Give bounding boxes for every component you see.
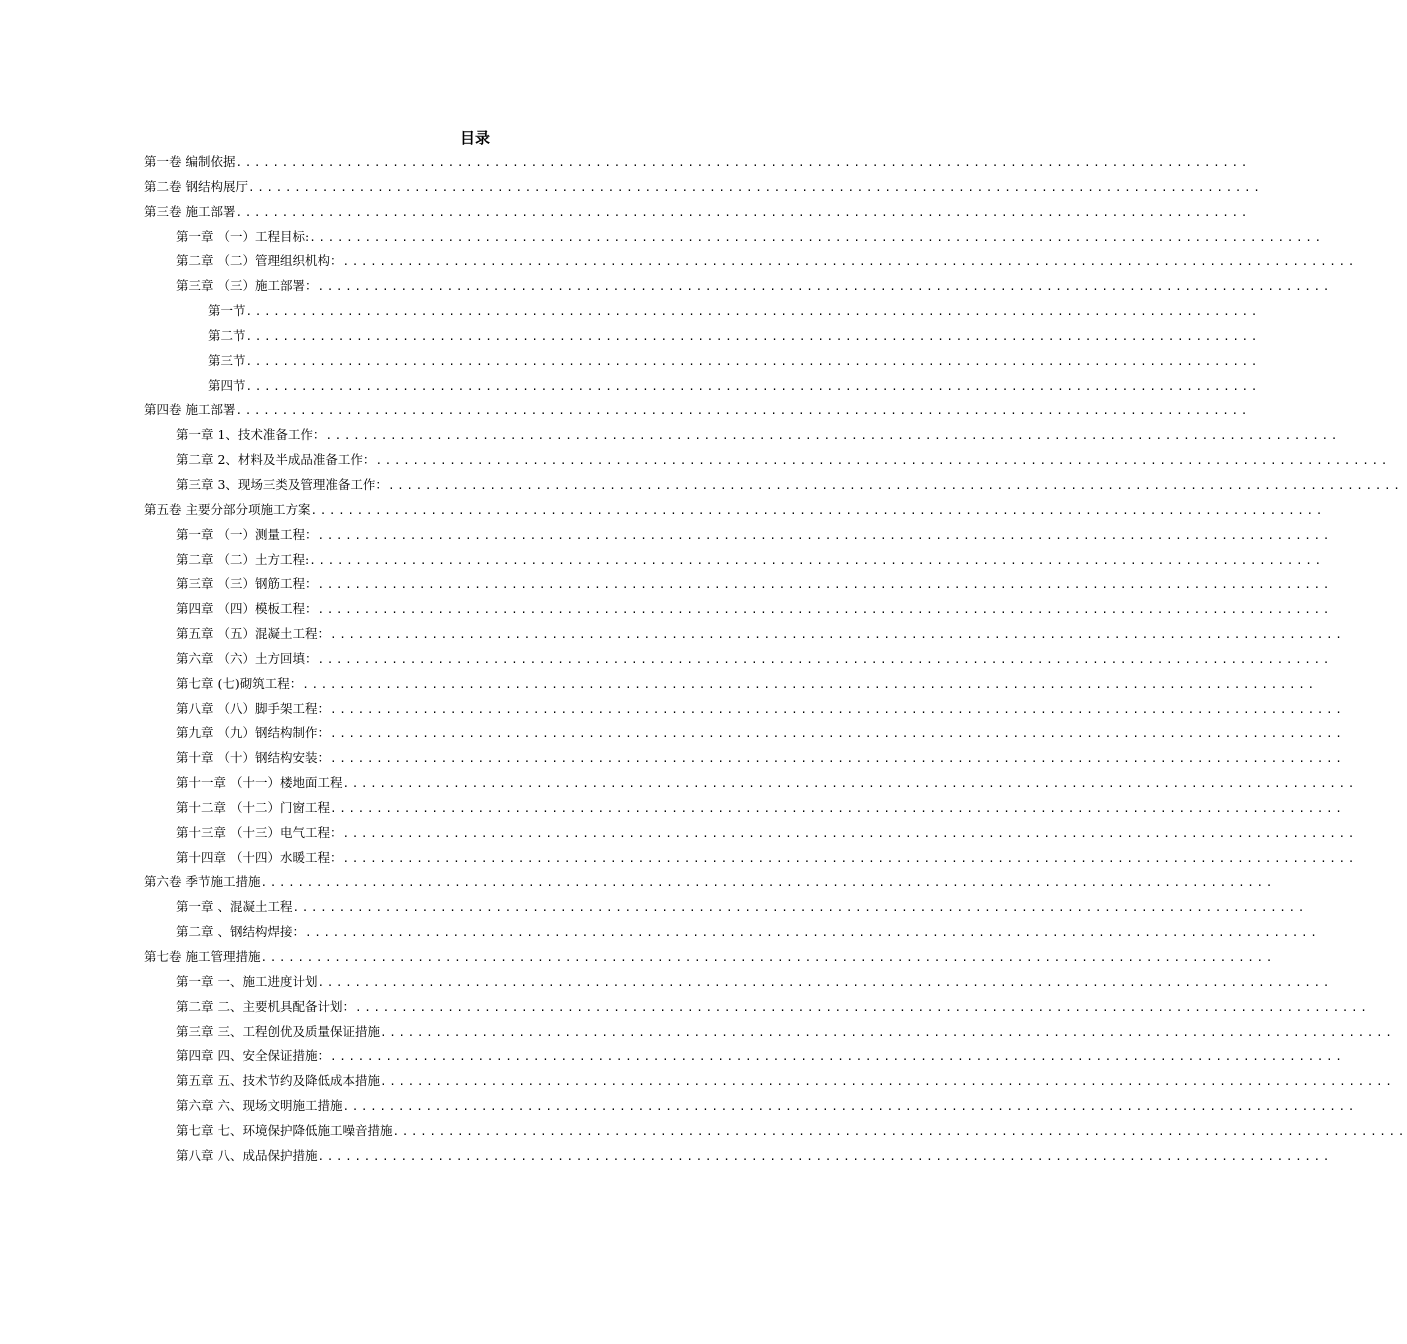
toc-entry[interactable]	[144, 846, 1357, 871]
toc-entry-label: 第一节	[208, 303, 246, 319]
toc-entry[interactable]	[144, 374, 1260, 399]
toc-dot-leader: ..............................................................................................................	[302, 677, 1317, 691]
toc-entry-label: 第一章 、混凝土工程	[176, 899, 293, 915]
toc-entry[interactable]	[144, 721, 1345, 746]
toc-dot-leader: ..............................................................................................................	[342, 1100, 1357, 1114]
toc-dot-leader: ..............................................................................................................	[317, 603, 1332, 617]
toc-entry-label: 第一卷 编制依据	[144, 154, 236, 169]
toc-entry[interactable]	[144, 1119, 1407, 1144]
toc-entry[interactable]	[144, 448, 1390, 473]
toc-dot-leader: ..............................................................................................................	[329, 1050, 1345, 1064]
toc-dot-leader: ..............................................................................................................	[342, 777, 1357, 791]
toc-entry[interactable]	[144, 324, 1260, 349]
toc-entry[interactable]	[144, 249, 1357, 274]
toc-dot-leader: ..............................................................................................................	[317, 578, 1332, 592]
toc-entry[interactable]	[144, 920, 1320, 945]
toc-entry-label: 第十四章 （十四）水暖工程：	[176, 849, 343, 865]
toc-dot-leader: ..............................................................................................................	[375, 454, 1390, 468]
toc-entry-label: 第七章 (七)砌筑工程：	[176, 675, 303, 691]
toc-entry-label: 第二卷 钢结构展厅	[144, 178, 248, 194]
toc-entry-label: 第六卷 季节施工措施	[144, 874, 261, 890]
toc-dot-leader: ..............................................................................................................	[317, 280, 1332, 294]
toc-entry-label: 第七卷 施工管理措施	[144, 949, 261, 964]
toc-entry[interactable]	[144, 1144, 1332, 1169]
toc-dot-leader: ..............................................................................................................	[387, 478, 1403, 492]
toc-entry-label: 第三卷 施工部署	[144, 203, 236, 219]
toc-dot-leader: ..............................................................................................................	[245, 305, 1260, 319]
toc-dot-leader: ..............................................................................................................	[329, 628, 1345, 642]
toc-dot-leader: ..............................................................................................................	[245, 329, 1260, 343]
toc-entry[interactable]	[144, 995, 1370, 1020]
toc-dot-leader: ..............................................................................................................	[292, 901, 1307, 915]
toc-entry[interactable]	[144, 622, 1345, 647]
toc-entry[interactable]	[144, 597, 1332, 622]
toc-entry[interactable]	[144, 1044, 1345, 1069]
toc-entry-label: 第四节	[208, 377, 246, 393]
toc-entry[interactable]	[144, 274, 1332, 299]
toc-entry-label: 第一章 一、施工进度计划	[176, 973, 318, 989]
toc-entry-label: 第十二章 （十二）门窗工程	[176, 799, 330, 815]
toc-dot-leader: ..............................................................................................................	[342, 255, 1357, 269]
toc-entry[interactable]	[144, 870, 1275, 895]
toc-dot-leader: ..............................................................................................................	[317, 975, 1332, 989]
toc-dot-leader: ..............................................................................................................	[354, 1000, 1370, 1014]
toc-dot-leader: ..............................................................................................................	[245, 379, 1260, 393]
toc-dot-leader: ..............................................................................................................	[245, 354, 1260, 368]
toc-entry[interactable]	[144, 672, 1317, 697]
toc-dot-leader: ..............................................................................................................	[317, 528, 1332, 542]
toc-entry[interactable]	[144, 1020, 1395, 1045]
toc-entry-label: 第四章 （四）模板工程：	[176, 601, 318, 617]
toc-dot-leader: ..............................................................................................................	[235, 156, 1250, 169]
toc-entry[interactable]	[144, 299, 1260, 324]
toc-dot-leader: ..............................................................................................................	[260, 876, 1275, 890]
toc-entry-label: 第四章 四、安全保证措施：	[176, 1048, 330, 1064]
toc-entry[interactable]	[144, 1094, 1357, 1119]
toc-entry-label: 第四卷 施工部署	[144, 402, 236, 418]
toc-entry[interactable]	[144, 945, 1275, 970]
toc-entry-label: 第五章 （五）混凝土工程：	[176, 626, 330, 642]
toc-entry-label: 第八章 八、成品保护措施	[176, 1147, 318, 1163]
toc-dot-leader: ..............................................................................................................	[247, 180, 1263, 194]
toc-entry-label: 第十一章 （十一）楼地面工程	[176, 775, 343, 791]
toc-entry-label: 第一章 （一）工程目标:	[176, 228, 310, 244]
toc-entry[interactable]	[144, 697, 1345, 722]
toc-entry-label: 第五卷 主要分部分项施工方案	[144, 501, 311, 517]
toc-dot-leader: ..............................................................................................................	[309, 230, 1324, 244]
toc-entry-label: 第二章 （二）土方工程:	[176, 551, 310, 567]
toc-dot-leader: ..............................................................................................................	[329, 752, 1345, 766]
toc-dot-leader: ..............................................................................................................	[310, 503, 1325, 517]
toc-entry-label: 第三章 （三）钢筋工程：	[176, 576, 318, 592]
toc-entry[interactable]	[144, 398, 1250, 423]
toc-entry[interactable]	[144, 523, 1332, 548]
toc-entry[interactable]	[144, 895, 1307, 920]
toc-dot-leader: ..............................................................................................................	[304, 926, 1320, 940]
toc-entry[interactable]	[144, 150, 1250, 175]
toc-dot-leader: ..............................................................................................................	[379, 1075, 1395, 1089]
toc-entry[interactable]	[144, 821, 1357, 846]
toc-dot-leader: ..............................................................................................................	[317, 652, 1332, 666]
toc-entry-label: 第三章 3、现场三类及管理准备工作：	[176, 476, 388, 492]
toc-dot-leader: ..............................................................................................................	[342, 851, 1357, 865]
toc-dot-leader: ..............................................................................................................	[317, 1149, 1332, 1163]
toc-entry-label: 第一章 1、技术准备工作：	[176, 427, 326, 443]
toc-entry-label: 第六章 （六）土方回填：	[176, 650, 318, 666]
toc-dot-leader: ..............................................................................................................	[325, 429, 1340, 443]
toc-dot-leader: ..............................................................................................................	[260, 951, 1275, 964]
toc-entry-label: 第三章 三、工程创优及质量保证措施	[176, 1023, 380, 1039]
toc-entry[interactable]	[144, 498, 1325, 523]
toc-entry[interactable]	[144, 771, 1357, 796]
toc-dot-leader: ..............................................................................................................	[329, 727, 1345, 741]
toc-entry-label: 第三章 （三）施工部署：	[176, 278, 318, 294]
toc-entry[interactable]	[144, 548, 1324, 573]
toc-entry-label: 第五章 五、技术节约及降低成本措施	[176, 1073, 380, 1089]
toc-entry[interactable]	[144, 175, 1263, 200]
toc-entry[interactable]	[144, 473, 1403, 498]
toc-entry[interactable]	[144, 423, 1340, 448]
toc-entry-label: 第十三章 （十三）电气工程：	[176, 824, 343, 840]
toc-entry[interactable]	[144, 796, 1345, 821]
toc-dot-leader: ..............................................................................................................	[379, 1025, 1395, 1039]
toc-entry-label: 第一章 （一）测量工程：	[176, 526, 318, 542]
toc-entry-label: 第二节	[208, 327, 246, 343]
toc-dot-leader: ..............................................................................................................	[342, 826, 1357, 840]
toc-entry-label: 第二章 二、主要机具配备计划：	[176, 998, 355, 1014]
toc-dot-leader: ..............................................................................................................	[235, 404, 1250, 418]
toc-entry[interactable]	[144, 1069, 1395, 1094]
toc-entry-label: 第九章 （九）钢结构制作：	[176, 725, 330, 741]
toc-entry[interactable]	[144, 572, 1332, 597]
toc-entry[interactable]	[144, 200, 1250, 225]
toc-entry[interactable]	[144, 349, 1260, 374]
toc-entry[interactable]	[144, 970, 1332, 995]
toc-entry[interactable]	[144, 225, 1324, 250]
toc-dot-leader: ..............................................................................................................	[392, 1124, 1407, 1138]
toc-entry[interactable]	[144, 647, 1332, 672]
table-of-contents	[144, 150, 1407, 1169]
toc-entry-label: 第二章 、钢结构焊接：	[176, 924, 305, 940]
toc-entry-label: 第十章 （十）钢结构安装：	[176, 750, 330, 766]
toc-entry-label: 第八章 （八）脚手架工程：	[176, 700, 330, 716]
toc-entry-label: 第七章 七、环境保护降低施工噪音措施	[176, 1122, 393, 1138]
toc-entry[interactable]	[144, 746, 1345, 771]
toc-dot-leader: ..............................................................................................................	[235, 205, 1250, 219]
toc-entry-label: 第六章 六、现场文明施工措施	[176, 1098, 343, 1114]
toc-entry-label: 第三节	[208, 352, 246, 368]
toc-dot-leader: ..............................................................................................................	[309, 553, 1324, 567]
toc-dot-leader: ..............................................................................................................	[329, 801, 1345, 815]
page-title: 目录	[459, 129, 490, 147]
toc-dot-leader: ..............................................................................................................	[329, 702, 1345, 716]
toc-entry-label: 第二章 （二）管理组织机构：	[176, 253, 343, 269]
toc-entry-label: 第二章 2、材料及半成品准备工作：	[176, 452, 376, 468]
